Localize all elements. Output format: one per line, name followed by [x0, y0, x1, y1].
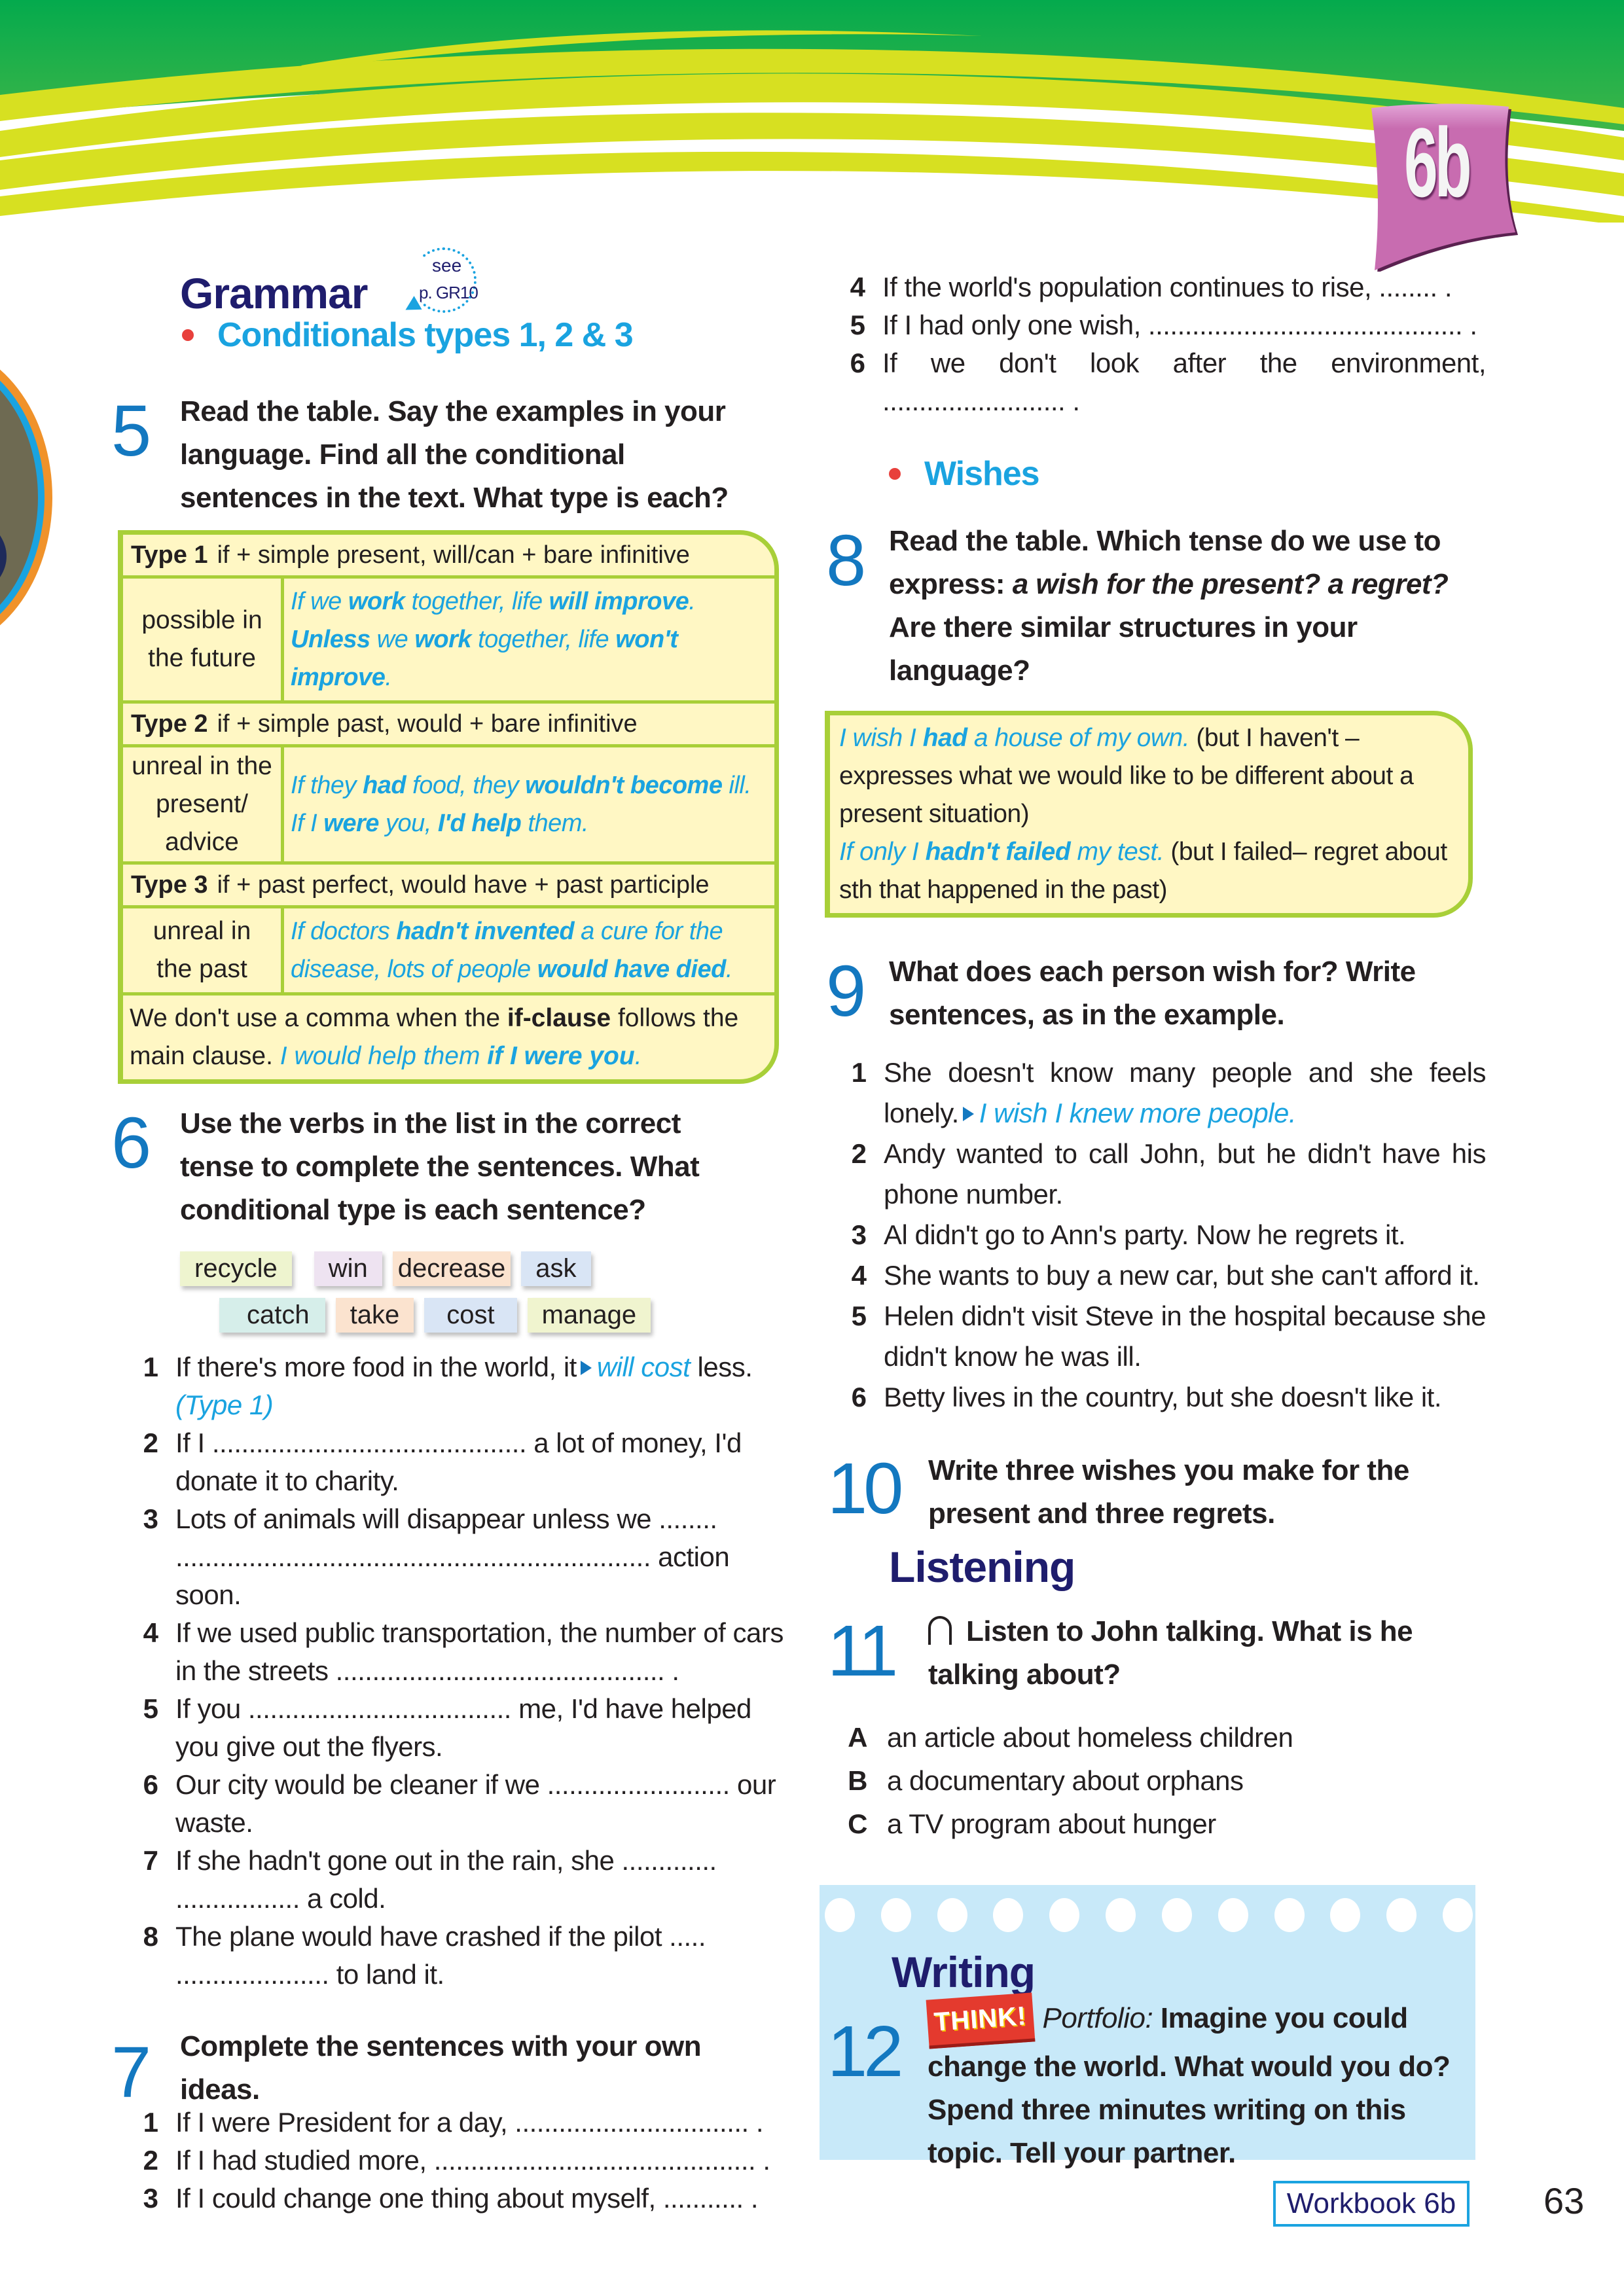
exercise-11: [827, 1610, 1486, 1696]
grammar-title: Grammar: [180, 269, 368, 317]
exercise-number: 5: [111, 391, 148, 471]
hole-icon: [881, 1898, 911, 1932]
exercise-instruction: Use the verbs in the list in the correct tense to complete the sentences. What conditional type is each sentence?: [180, 1107, 700, 1226]
option-a[interactable]: A an article about homeless children: [848, 1722, 1293, 1753]
hole-icon: [1162, 1898, 1192, 1932]
exercise-number: 8: [826, 520, 863, 601]
unit-badge-label: 6b: [1404, 107, 1469, 217]
exercise-8: [826, 520, 1486, 692]
listening-title: Listening: [889, 1543, 1075, 1591]
verb-chip: take: [336, 1298, 414, 1333]
verb-chip: catch: [219, 1298, 325, 1333]
listening-options: [844, 1716, 1486, 1846]
list-item: 6 If we don't look after the environment, ......................... .: [850, 348, 1486, 416]
exercise-10: [827, 1448, 1486, 1535]
verb-chip: manage: [528, 1298, 651, 1333]
list-item: 1 She doesn't know many people and she feels lonely. I wish I knew more people.: [851, 1057, 1486, 1128]
list-item: 4 If we used public transportation, the number of cars in the streets ............................................. .: [143, 1617, 784, 1686]
bullet-icon: [889, 468, 901, 480]
example: If I were you, I'd help them.: [291, 810, 588, 837]
type-1-examples: [284, 579, 774, 700]
type-label: Type 2: [131, 710, 208, 738]
exercise-instruction: Write three wishes you make for the present and three regrets.: [928, 1454, 1409, 1530]
subtopic-conditionals: [182, 315, 785, 355]
verb-chip: decrease: [393, 1251, 511, 1286]
wish-example: I wish I had a house of my own. (but I haven't – expresses what we would like to be different about a present situation): [839, 724, 1414, 828]
hole-icon: [1443, 1898, 1473, 1932]
exercise-number: 11: [827, 1611, 895, 1691]
grammar-heading: [180, 249, 785, 317]
hole-icon: [825, 1898, 855, 1932]
hole-icon: [1106, 1898, 1136, 1932]
unit-badge: [1368, 101, 1519, 272]
photo-edge: [0, 340, 52, 655]
page-number: 63: [1543, 2180, 1585, 2221]
type-rule: if + past perfect, would have + past participle: [217, 871, 710, 899]
exercise-6: [111, 1102, 785, 1232]
list-item: 3 Lots of animals will disappear unless we ........ ................................................................. action soon.: [143, 1503, 730, 1610]
exercise-9: [826, 950, 1486, 1037]
list-item: 8 The plane would have crashed if the pilot ..... ..................... to land it.: [143, 1921, 706, 1990]
exercise-number: 10: [827, 1448, 900, 1529]
hole-icon: [937, 1898, 967, 1932]
type-2-rule: [123, 704, 774, 747]
exercise-7: [111, 2025, 785, 2113]
exercise-9-items: [846, 1052, 1486, 1418]
exercise-instruction: Listen to John talking. What is he talking about?: [928, 1615, 1413, 1691]
exercise-number: 9: [826, 951, 863, 1031]
exercise-12-instruction: THINK! Portfolio: Imagine you could change the world. What would you do? Spend three minutes writing on this topic. Tell your partner.: [928, 1996, 1451, 2175]
type-3-use: unreal in the past: [123, 908, 284, 992]
type-1-use: possible in the future: [123, 579, 284, 700]
list-item: 4 She wants to buy a new car, but she can't afford it.: [851, 1260, 1480, 1291]
writing-section: [820, 1885, 1475, 2169]
right-column: [826, 268, 1486, 1846]
verb-chip: cost: [424, 1298, 516, 1333]
arrow-icon: [963, 1107, 974, 1121]
type-label: Type 3: [131, 871, 208, 899]
list-item: 6 Betty lives in the country, but she doesn't like it.: [851, 1382, 1442, 1412]
hole-icon: [1386, 1898, 1416, 1932]
list-item: 4 If the world's population continues to rise, ........ .: [850, 272, 1452, 302]
comma-note: We don't use a comma when the if-clause follows the main clause. I would help them if I were you.: [130, 1004, 739, 1070]
type-rule: if + simple past, would + bare infinitive: [217, 710, 638, 738]
subtopic-wishes: [889, 454, 1486, 493]
exercise-number: 6: [111, 1103, 148, 1183]
hole-icon: [993, 1898, 1023, 1932]
subtopic-label: Conditionals types 1, 2 & 3: [217, 316, 633, 354]
wishes-table: [825, 711, 1473, 918]
list-item: 7 If she hadn't gone out in the rain, she ............. ................. a cold.: [143, 1845, 717, 1914]
exercise-instruction: Read the table. Which tense do we use to express: a wish for the present? a regret? Are there similar structures in your language?: [889, 525, 1449, 687]
notebook-holes: [825, 1898, 1473, 1932]
exercise-instruction: What does each person wish for? Write sentences, as in the example.: [889, 956, 1416, 1031]
exercise-instruction: Complete the sentences with your own ideas.: [180, 2030, 702, 2106]
hole-icon: [1274, 1898, 1305, 1932]
type-1-row: [123, 579, 774, 704]
example: If they had food, they wouldn't become ill.: [291, 772, 751, 799]
see-reference-link[interactable]: [386, 247, 484, 319]
list-item: 3 If I could change one thing about myself, ........... .: [143, 2183, 759, 2214]
exercise-5: [111, 390, 785, 520]
example: If we work together, life will improve.: [291, 588, 696, 615]
verb-list: [180, 1251, 704, 1344]
type-3-rule: [123, 865, 774, 908]
list-item: 5 If you .................................... me, I'd have helped you give out the flyers.: [143, 1693, 751, 1762]
option-b[interactable]: B a documentary about orphans: [848, 1765, 1244, 1796]
example: Unless we work together, life won't improve.: [291, 626, 678, 691]
type-1-rule: [123, 535, 774, 579]
exercise-number: 12: [827, 2011, 900, 2092]
hole-icon: [1049, 1898, 1079, 1932]
headphones-icon[interactable]: [928, 1616, 952, 1645]
list-item: 1 If there's more food in the world, it will cost less. (Type 1): [143, 1352, 753, 1420]
left-column: [111, 249, 785, 2217]
workbook-reference[interactable]: Workbook 6b: [1273, 2181, 1470, 2227]
verb-chip: win: [314, 1251, 382, 1286]
list-item: 3 Al didn't go to Ann's party. Now he regrets it.: [851, 1219, 1406, 1250]
think-badge: THINK!: [926, 1992, 1035, 2049]
type-label: Type 1: [131, 541, 208, 569]
conditionals-table: [118, 530, 779, 1084]
hole-icon: [1218, 1898, 1248, 1932]
exercise-instruction: Read the table. Say the examples in your language. Find all the conditional sentences in the text. What type is each?: [180, 395, 729, 514]
see-page-label: p. GR10: [419, 283, 478, 302]
writing-title: Writing: [892, 1948, 1036, 1996]
option-c[interactable]: C a TV program about hunger: [848, 1808, 1216, 1839]
type-3-row: [123, 908, 774, 996]
list-item: 2 If I had studied more, ............................................ .: [143, 2145, 770, 2176]
list-item: 5 If I had only one wish, ........................................... .: [850, 310, 1477, 340]
exercise-7-items-right: [844, 268, 1486, 420]
list-item: 6 Our city would be cleaner if we ......................... our waste.: [143, 1769, 776, 1838]
bullet-icon: [182, 329, 194, 341]
type-2-use: unreal in the present/ advice: [123, 747, 284, 861]
hole-icon: [1330, 1898, 1360, 1932]
see-label: see: [432, 255, 462, 276]
list-item: 1 If I were President for a day, ................................ .: [143, 2107, 764, 2138]
exercise-number: 7: [111, 2032, 148, 2113]
type-rule: if + simple present, will/can + bare infinitive: [217, 541, 690, 569]
subtopic-label: Wishes: [924, 455, 1039, 493]
arrow-icon: [581, 1361, 592, 1375]
regret-example: If only I hadn't failed my test. (but I failed– regret about sth that happened in the past): [839, 838, 1447, 904]
verb-chip: ask: [521, 1251, 590, 1286]
exercise-7-items-left: [137, 2104, 785, 2217]
list-item: 2 If I ........................................... a lot of money, I'd donate it to charity.: [143, 1427, 742, 1496]
list-item: 5 Helen didn't visit Steve in the hospital because she didn't know he was ill.: [851, 1300, 1486, 1372]
type-2-examples: [284, 747, 774, 861]
type-2-row: [123, 747, 774, 865]
verb-chip: recycle: [180, 1251, 292, 1286]
exercise-6-items: [137, 1348, 785, 1994]
type-3-examples: If doctors hadn't invented a cure for the disease, lots of people would have died.: [291, 918, 732, 983]
list-item: 2 Andy wanted to call John, but he didn't have his phone number.: [851, 1138, 1486, 1210]
